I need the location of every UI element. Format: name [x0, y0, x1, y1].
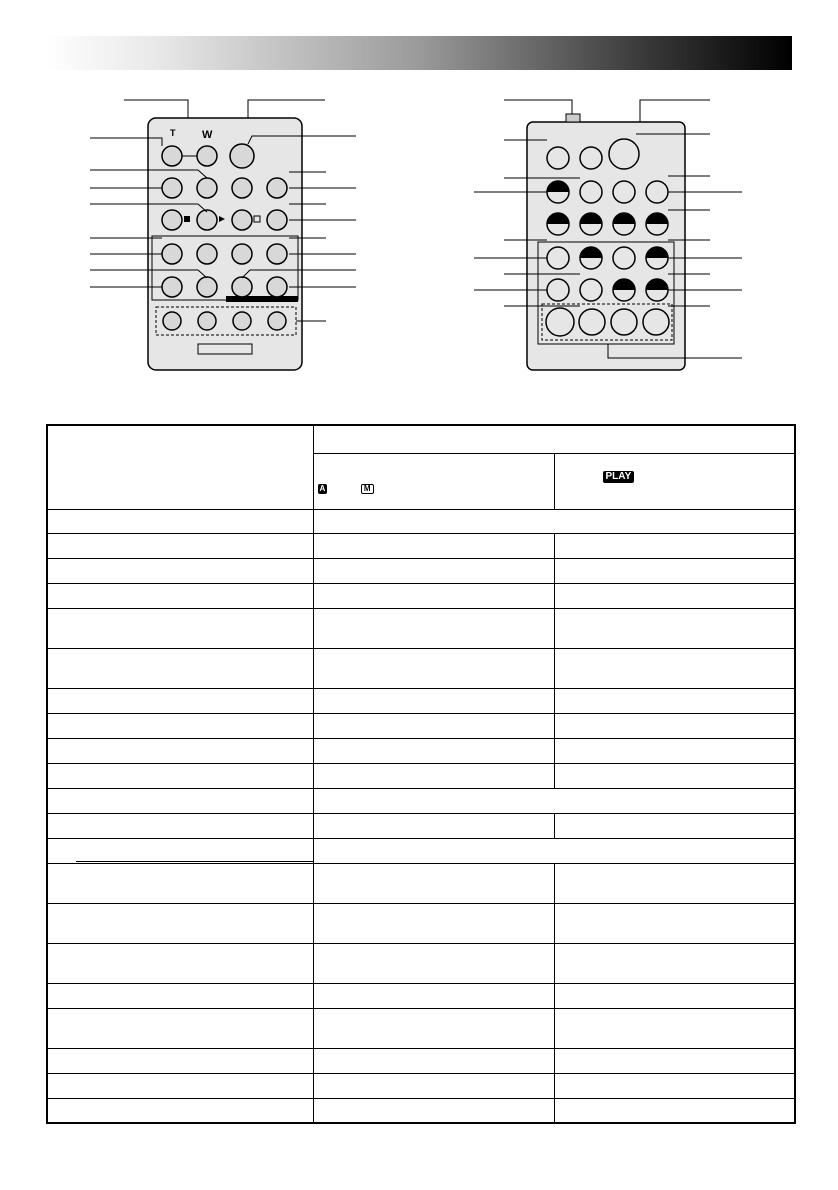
- auto-mode-icon: A: [319, 483, 326, 493]
- right-remote-button: [546, 308, 574, 336]
- table-cell: [313, 788, 795, 813]
- table-row-label: [47, 648, 313, 688]
- table-row-label: [47, 688, 313, 713]
- table-cell: [554, 1073, 795, 1098]
- table-row-label: [47, 509, 313, 533]
- table-row-label: [47, 1008, 313, 1048]
- left-remote-button: [197, 146, 217, 166]
- table-row-label: [47, 813, 313, 838]
- table-cell: [554, 813, 795, 838]
- left-remote-button: [162, 244, 182, 264]
- table-cell: [313, 608, 554, 648]
- left-remote-button: [162, 178, 182, 198]
- table-header-group: [313, 425, 795, 453]
- right-remote-button: [547, 279, 569, 301]
- table-cell: [313, 738, 554, 763]
- table-row-label: [47, 943, 313, 983]
- table-cell: [313, 863, 554, 903]
- table-cell: [554, 863, 795, 903]
- table-cell: [313, 838, 795, 863]
- right-remote-button: [580, 279, 602, 301]
- table-row-label: [47, 983, 313, 1008]
- left-remote-button: [197, 178, 217, 198]
- table-cell: [554, 983, 795, 1008]
- left-remote-button: [162, 277, 182, 297]
- remote-illustrations: [0, 0, 838, 420]
- left-remote-button: [232, 178, 252, 198]
- table-cell: [313, 583, 554, 608]
- left-remote-button: [197, 277, 217, 297]
- svg-text:W: W: [202, 129, 213, 141]
- table-header-recording: [313, 453, 554, 509]
- left-remote-button: [267, 178, 287, 198]
- table-cell: [313, 648, 554, 688]
- right-remote-button: [613, 247, 635, 269]
- right-remote-button: [580, 181, 602, 203]
- left-remote-button: [233, 312, 251, 330]
- table-cell: [313, 903, 554, 943]
- left-remote-button: [197, 244, 217, 264]
- table-row-label: [47, 738, 313, 763]
- left-remote-button: [162, 146, 182, 166]
- table-row-label: [47, 1048, 313, 1073]
- table-cell: [554, 608, 795, 648]
- table-cell: [313, 943, 554, 983]
- manual-mode-icon: M: [361, 484, 374, 494]
- right-remote-button: [547, 247, 569, 269]
- table-cell: [313, 1073, 554, 1098]
- table-row-label: [47, 1098, 313, 1123]
- right-remote-button: [609, 139, 639, 169]
- table-cell: [313, 509, 795, 533]
- table-cell: [554, 713, 795, 738]
- table-cell: [554, 1008, 795, 1048]
- left-remote-button: [232, 210, 252, 230]
- table-row-label: [47, 533, 313, 558]
- table-row-label: [47, 863, 313, 903]
- operations-table: [46, 424, 796, 1124]
- table-cell: [313, 1048, 554, 1073]
- left-remote-button: [267, 210, 287, 230]
- table-cell: [554, 688, 795, 713]
- table-row-label: [47, 558, 313, 583]
- table-cell: [554, 1048, 795, 1073]
- table-cell: [313, 688, 554, 713]
- left-remote-button: [267, 277, 287, 297]
- table-cell: [554, 648, 795, 688]
- table-cell: [313, 558, 554, 583]
- table-cell: [554, 583, 795, 608]
- table-cell: [313, 813, 554, 838]
- left-remote-button: [197, 210, 217, 230]
- table-header-col1: [47, 425, 313, 509]
- left-remote-button: [268, 312, 286, 330]
- table-row-label: [47, 1073, 313, 1098]
- right-remote-button: [613, 181, 635, 203]
- table-row-label: [47, 838, 313, 863]
- table-cell: [313, 713, 554, 738]
- right-remote: [474, 100, 742, 370]
- table-cell: [554, 1098, 795, 1123]
- left-remote-button: [230, 144, 254, 168]
- table-cell: [313, 763, 554, 788]
- table-row-label: [47, 788, 313, 813]
- left-remote-button: [162, 210, 182, 230]
- table-cell: [313, 1098, 554, 1123]
- table-cell: [313, 533, 554, 558]
- table-cell: [313, 1008, 554, 1048]
- table-row-label: [47, 763, 313, 788]
- table-cell: [554, 558, 795, 583]
- table-cell: [554, 738, 795, 763]
- table-row-label: [47, 713, 313, 738]
- table-row-label: [47, 608, 313, 648]
- left-remote-button: [163, 312, 181, 330]
- right-remote-button: [646, 181, 668, 203]
- table-row-label: [47, 583, 313, 608]
- table-cell: [554, 943, 795, 983]
- svg-text:T: T: [170, 128, 176, 138]
- left-remote-button: [232, 277, 252, 297]
- right-remote-button: [579, 309, 605, 335]
- left-remote-button: [267, 244, 287, 264]
- right-remote-button: [611, 309, 637, 335]
- table-cell: [554, 533, 795, 558]
- table-row-label: [47, 903, 313, 943]
- left-remote: [90, 100, 356, 370]
- left-remote-button: [232, 244, 252, 264]
- right-remote-button: [643, 309, 669, 335]
- table-cell: [554, 903, 795, 943]
- play-mode-icon: PLAY: [603, 471, 635, 483]
- table-cell: [313, 983, 554, 1008]
- left-remote-button: [198, 312, 216, 330]
- table-cell: [554, 763, 795, 788]
- right-remote-button: [580, 147, 602, 169]
- right-remote-button: [547, 147, 569, 169]
- table-header-playback: [554, 453, 795, 509]
